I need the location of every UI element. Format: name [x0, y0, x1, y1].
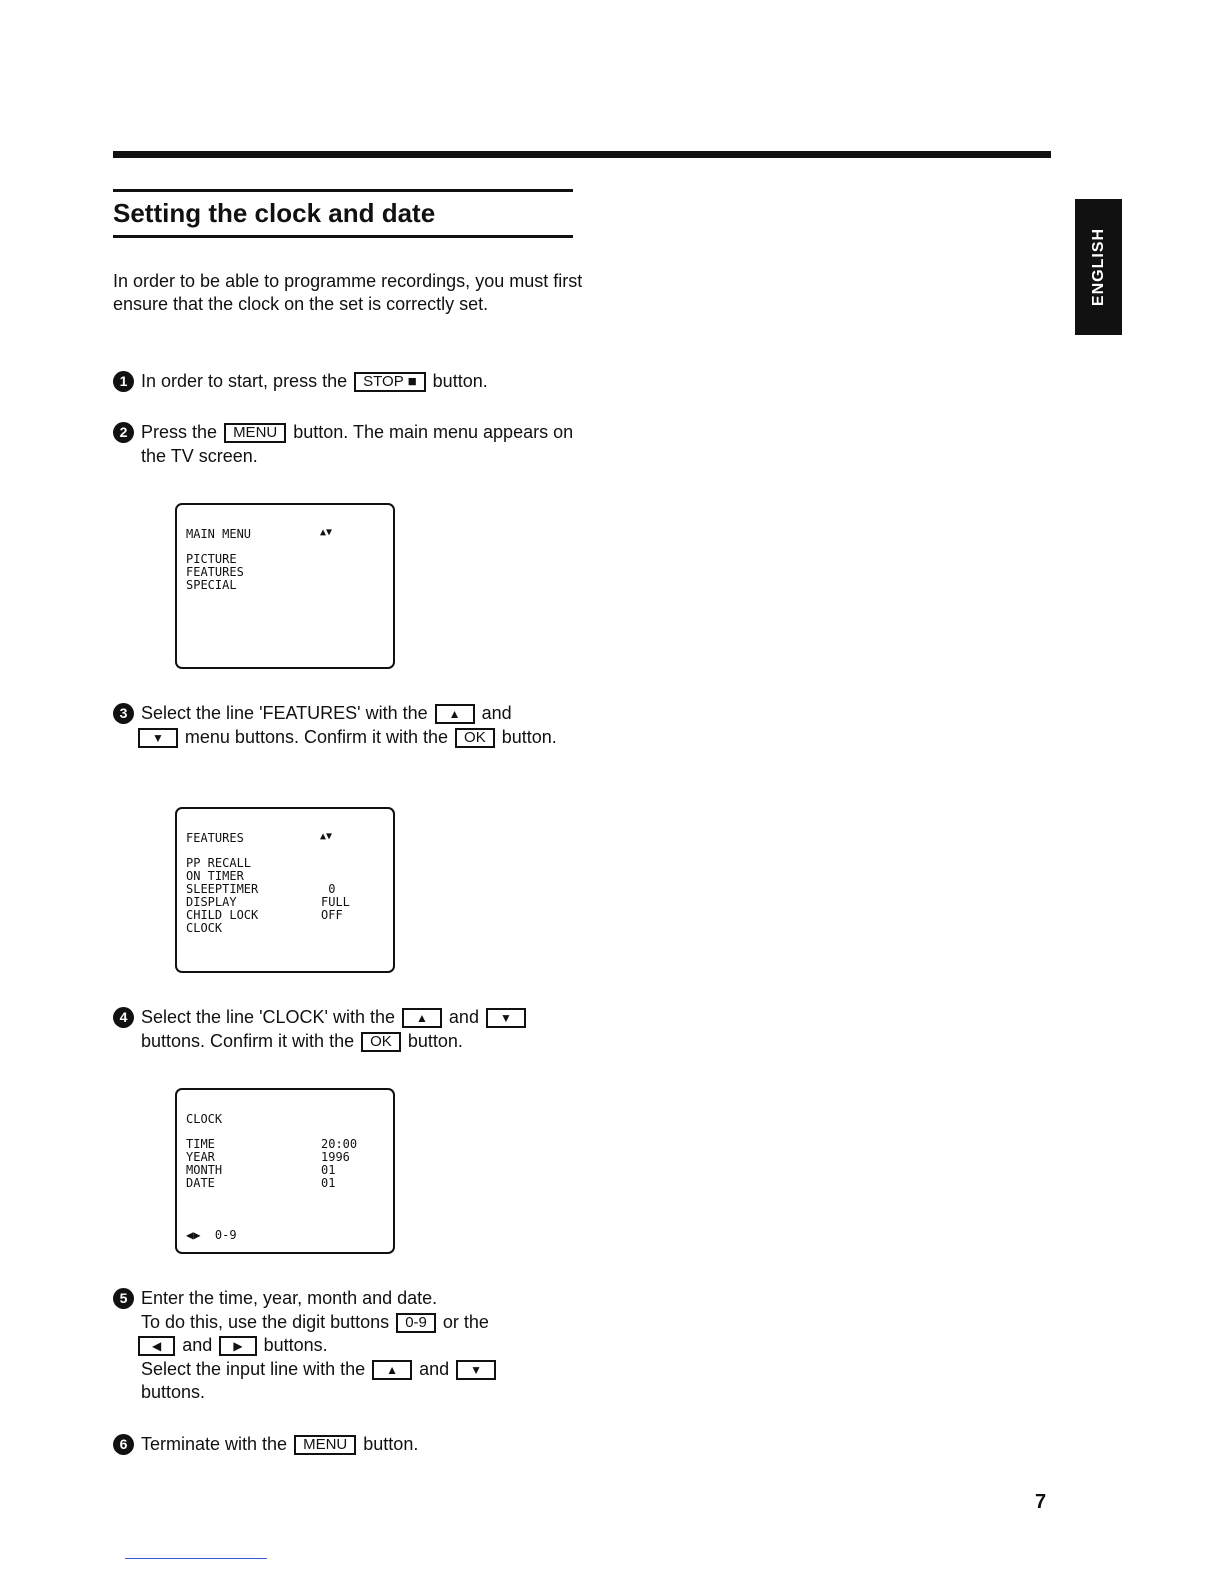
right-button-key: ▶	[219, 1336, 256, 1356]
screen-title: CLOCK	[186, 1112, 223, 1126]
up-down-arrows-icon: ▲▼	[320, 831, 333, 842]
step-number-1: 1	[113, 371, 134, 392]
intro-paragraph: In order to be able to programme recordings, you must first ensure that the clock on the set is correctly set.	[113, 271, 583, 314]
down-button-key: ▼	[486, 1008, 526, 1028]
menu-row: PICTURE	[186, 552, 237, 566]
up-down-arrows-icon: ▲▼	[320, 527, 333, 538]
digit-buttons-key: 0-9	[396, 1313, 436, 1333]
menu-row: TIME 20:00	[186, 1137, 358, 1151]
step-2-text-end: button. The main menu appears on the TV screen.	[141, 422, 574, 466]
down-button-key: ▼	[138, 728, 178, 748]
menu-row: CLOCK	[186, 921, 223, 935]
step-number-3: 3	[113, 703, 134, 724]
step-4-text: Select the line 'CLOCK' with the	[141, 1007, 395, 1027]
step-2	[113, 421, 583, 468]
menu-button-key: MENU	[294, 1435, 356, 1455]
menu-button-key: MENU	[224, 423, 286, 443]
step-5-text: Enter the time, year, month and date.	[141, 1288, 438, 1308]
step-1-text-end: button.	[432, 371, 488, 391]
menu-row: YEAR 1996	[186, 1150, 350, 1164]
step-number-6: 6	[113, 1434, 134, 1455]
menu-row: SPECIAL	[186, 578, 237, 592]
language-tab	[1075, 199, 1122, 335]
left-button-key: ◀	[138, 1336, 175, 1356]
step-6: 6 Terminate with the MENU button.	[113, 1433, 583, 1457]
up-button-key: ▲	[402, 1008, 442, 1028]
step-number-2: 2	[113, 422, 134, 443]
menu-row: SLEEPTIMER 0	[186, 882, 336, 896]
section-title: Setting the clock and date	[113, 198, 436, 228]
step-4: 4 Select the line 'CLOCK' with the ▲ and ▼ buttons. Confirm it with the OK button.	[113, 1006, 583, 1053]
main-menu-screen	[175, 503, 395, 669]
language-tab-label: ENGLISH	[1089, 227, 1107, 307]
step-2-text: Press the	[141, 422, 218, 442]
step-1-text: In order to start, press the	[141, 371, 348, 391]
ok-button-key: OK	[455, 728, 495, 748]
step-number-4: 4	[113, 1007, 134, 1028]
step-number-5: 5	[113, 1288, 134, 1309]
menu-row: FEATURES	[186, 565, 244, 579]
step-3: 3 Select the line 'FEATURES' with the ▲ and ▼ menu buttons. Confirm it with the OK button.	[113, 702, 583, 749]
title-rule-top	[113, 189, 573, 192]
up-button-key: ▲	[435, 704, 475, 724]
page-number: 7	[1035, 1491, 1047, 1513]
ok-button-key: OK	[361, 1032, 401, 1052]
menu-row: CHILD LOCK OFF	[186, 908, 343, 922]
screen-footer-hint: ◀▶ 0-9	[186, 1228, 237, 1242]
step-3-text: Select the line 'FEATURES' with the	[141, 703, 428, 723]
step-6-text: Terminate with the	[141, 1434, 288, 1454]
down-button-key: ▼	[456, 1360, 496, 1380]
menu-row: DATE 01	[186, 1176, 336, 1190]
header-rule	[113, 151, 1051, 158]
menu-row: PP RECALL	[186, 856, 252, 870]
clock-screen	[175, 1088, 395, 1254]
menu-row: MONTH 01	[186, 1163, 336, 1177]
menu-row: DISPLAY FULL	[186, 895, 350, 909]
screen-title: MAIN MENU	[186, 527, 252, 541]
menu-row: ON TIMER	[186, 869, 244, 883]
title-rule-bottom	[113, 235, 573, 238]
features-screen	[175, 807, 395, 973]
step-1	[113, 370, 583, 394]
up-button-key: ▲	[372, 1360, 412, 1380]
stop-button-key: STOP ■	[354, 372, 426, 392]
screen-title: FEATURES	[186, 831, 244, 845]
step-5: 5 Enter the time, year, month and date. To do this, use the digit buttons 0-9 or the ◀ and ▶ buttons. Select the input line with the ▲ and ▼ buttons.	[113, 1287, 583, 1405]
footer-line	[125, 1558, 267, 1559]
